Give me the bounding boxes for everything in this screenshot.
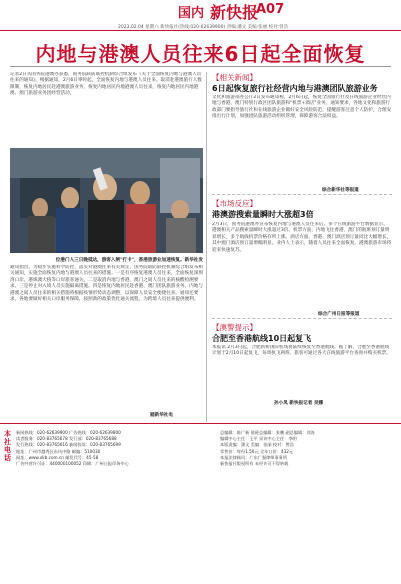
footer-line: 发行热线：020-83765616 新闻投诉：020-83765699 <box>16 442 121 448</box>
footer-line: 网址：www.xkb.com.cn 邮发代号：45-58 <box>16 454 99 460</box>
section-rule <box>212 194 392 195</box>
photo-caption: 位港门人三日晚抵达，游客入闸"打卡"，香港旅游业加速恢复。新华社发 <box>55 258 203 263</box>
footer-line: 广告经营许可证：440000100052 印刷：广州日报印务中心 <box>16 461 129 467</box>
main-headline: 内地与港澳人员往来6日起全面恢复 <box>35 42 366 66</box>
column-divider <box>206 72 207 422</box>
footer-line: 本版责编：潘文 美编：张丽 校对：曾浩 <box>220 442 294 448</box>
article-body: 通知指出，为稳步实施科学防控，落实对港澳往来有关规定，国务院联防联控机制综合组发布相关通知，实施全面恢复内地与港澳人员往来的措施。一是有序恢复港澳人员往来，全面恢复深圳湾口岸、港珠澳大桥等口岸旅客通关。二是取消内地与香港、澳门之间人员往来的核酸检测要求。三是停止对入境人员实施隔离措施。四是恢复内地居民赴香港、澳门团队旅游业务。内地与港澳之间人员往来的相关措施将根据疫情形势动态调整，以保障人员安全便捷往来。通知还要求，各地要做好相关口岸服务保障，按照新的政策优化通关流程，为跨境人员往来提供便利。 <box>10 265 203 303</box>
footer-line: 新闻热线：020-62639900 广告热线：020-62639800 <box>16 430 121 435</box>
related-news-label: 【相关新闻】 <box>212 73 257 82</box>
footer-title: 本社电话 <box>4 430 11 462</box>
related-news-title: 6日起恢复旅行社经营内地与港澳团队旅游业务 <box>212 84 378 93</box>
section-name: 国内 <box>178 6 205 21</box>
market-reaction-label: 【市场反应】 <box>212 199 257 208</box>
notice-source: 孙小凤 新快报记者 吴娜 <box>274 401 324 406</box>
footer-contacts <box>16 430 216 480</box>
headline-rule <box>10 66 391 67</box>
header-rule <box>0 30 401 31</box>
related-news-text: 文化和旅游部办公厅2日发布通知称，2月6日起，恢复全国旅行社及在线旅游企业经营内地与香港、澳门特别行政区团队旅游和"机票+酒店"业务。通知要求，各地文化和旅游行政部门要指导旅行社和在线旅游企业做好安全风险防范，提醒游客注意个人防护，合理安排出行计划，加强团队旅游活动组织管理，保障游客合法权益。 <box>212 95 392 120</box>
market-reaction-title: 港澳游搜索量瞬时大涨超3倍 <box>212 210 314 219</box>
footer-line: 新快报社版权所有 未经许可不得转载 <box>220 461 289 467</box>
footer-line: 读者服务：020-83765678 发行部：020-83765688 <box>16 436 117 442</box>
footer-rule <box>0 423 401 424</box>
notice-title: 合肥至香港航线10日起复飞 <box>212 334 312 343</box>
market-reaction-source: 综合广州日报等报道 <box>318 312 360 317</box>
section-rule <box>212 318 392 319</box>
footer-line: 本报法律顾问：广东广强律师事务所 <box>220 454 288 460</box>
market-reaction-text: 2月3日，国务院港澳办宣布恢复内地与港澳人员往来后，多个在线旅游平台数据显示，港澳相关产品搜索量瞬时大涨超过3倍。机票方面，内地飞往香港、澳门的航班预订量明显增长，多个航线机票价格有所上涨。酒店方面，香港、澳门酒店预订量同比大幅增长，其中澳门酒店预订量增幅明显。业内人士表示，随着人员往来全面恢复，港澳旅游市场将迎来快速复苏。 <box>212 222 392 253</box>
related-news-source: 综合新华社等报道 <box>322 188 359 193</box>
footer-line: 总编辑：陈广新 值班总编辑：张鹏 副总编辑：刘涛 <box>220 430 315 435</box>
blank-area <box>0 482 401 584</box>
header-meta: 2023.02.04 星期六 新快报社(热线:020-62639900) 责编:潘文 美编:张丽 校对:曾浩 <box>118 25 289 30</box>
crowd-photo-image <box>10 148 203 253</box>
page-number: A07 <box>256 2 285 17</box>
notice-label: 【澳警提示】 <box>212 323 257 332</box>
footer-staff <box>220 430 398 480</box>
footer-line: 零售价：每份1.50元 全年订价：432元 <box>220 448 294 454</box>
notice-text: 本报讯 2月3日起，合肥新桥国际机场将陆续恢复至香港航线。据了解，合肥至香港航线计划于2月10日起复飞，每周执飞两班，旅客可通过各大在线旅游平台查询并购买机票。 <box>212 345 391 357</box>
lead-paragraph: 记者2日从国务院港澳办获悉，国务院联防联控机制综合组发布《关于全面恢复内地与港澳人员往来的通知》。根据通知，2月6日零时起，全面恢复内地与港澳人员往来。取消赴港澳旅行人数限制，恢复内地居民赴港澳旅游业务，恢复内地居民内地港澳人员往来，恢复内地居民内地港澳、澳门旅游业务团经营活动。 <box>10 72 202 97</box>
footer-line: 编辑中心主任：王平 采访中心主任：李明 <box>220 436 297 442</box>
byline: 据新华社电 <box>150 413 173 418</box>
newspaper-logo: 新快报 <box>210 3 259 22</box>
footer-line: 地址：广州市越秀区东风中路 邮编：510030 <box>16 448 101 454</box>
news-photo <box>10 148 203 253</box>
